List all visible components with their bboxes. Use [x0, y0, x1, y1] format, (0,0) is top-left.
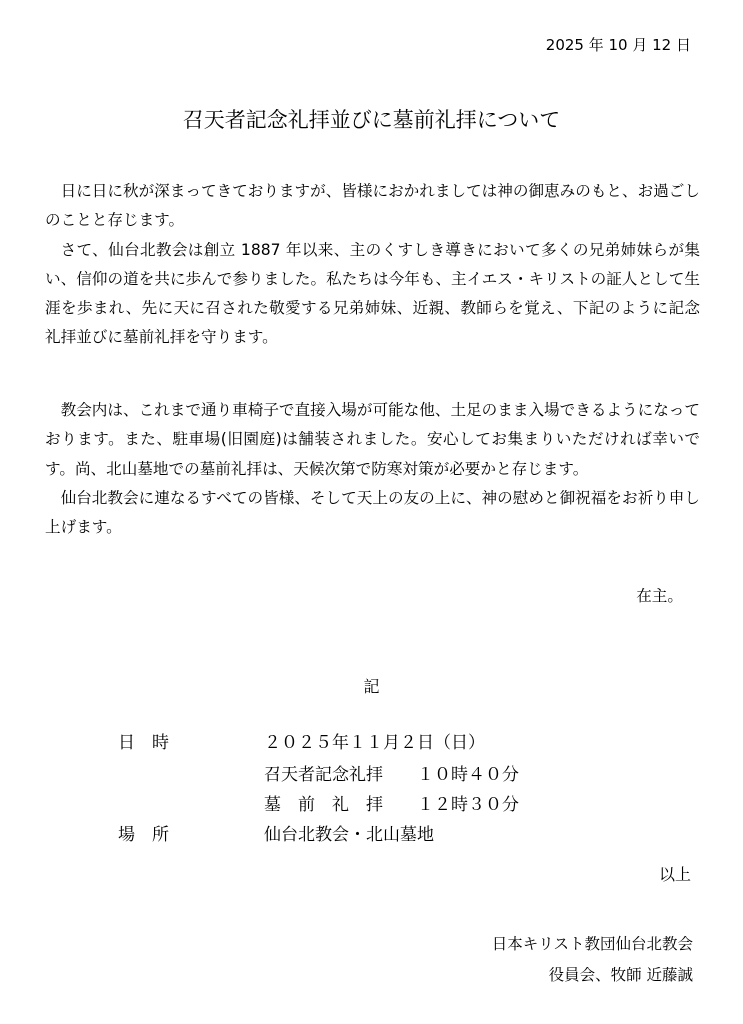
document-date: 2025 年 10 月 12 日 — [545, 36, 691, 54]
closing-text: 在主。 — [636, 587, 683, 605]
service-graveside: 墓 前 礼 拝 １２時３０分 — [264, 795, 519, 815]
body-paragraph: さて、仙台北教会は創立 1887 年以来、主のくすしき導きにおいて多くの兄弟姉妹らが集い、信仰の道を共に歩んで参りました。私たちは今年も、主イエス・キリストの証人として生涯を歩まれ、先に天に召された敬愛する兄弟姉妹、近親、教師らを覚え、下記のように記念礼拝並びに墓前礼拝を守ります。 — [45, 240, 700, 347]
datetime-label: 日 時 — [118, 733, 169, 753]
body-section-info — [45, 396, 700, 542]
body-paragraph: 仙台北教会に連なるすべての皆様、そして天上の友の上に、神の慰めと御祝福をお祈り申し上げます。 — [45, 488, 700, 537]
document-title: 召天者記念礼拝並びに墓前礼拝について — [182, 108, 561, 132]
body-paragraph: 日に日に秋が深まってきておりますが、皆様におかれましては神の御恵みのもと、お過ごしのことと存じます。 — [45, 182, 700, 230]
body-paragraph: 教会内は、これまで通り車椅子で直接入場が可能な他、土足のまま入場できるようになっております。また、駐車場(旧園庭)は舗装されました。安心してお集まりいただければ幸いです。尚、北山墓地での墓前礼拝は、天候次第で防寒対策が必要かと存じます。 — [45, 401, 700, 478]
datetime-value: ２０２５年１１月２日（日） — [264, 733, 485, 753]
ki-heading: 記 — [363, 677, 380, 696]
body-section-greeting — [45, 177, 700, 353]
service-memorial: 召天者記念礼拝 １０時４０分 — [264, 765, 519, 785]
signature-names: 役員会、牧師 近藤誠 — [548, 966, 693, 984]
place-value: 仙台北教会・北山墓地 — [264, 825, 434, 845]
ijo-text: 以上 — [658, 865, 691, 884]
signature-organization: 日本キリスト教団仙台北教会 — [491, 935, 693, 953]
place-label: 場 所 — [118, 825, 169, 845]
